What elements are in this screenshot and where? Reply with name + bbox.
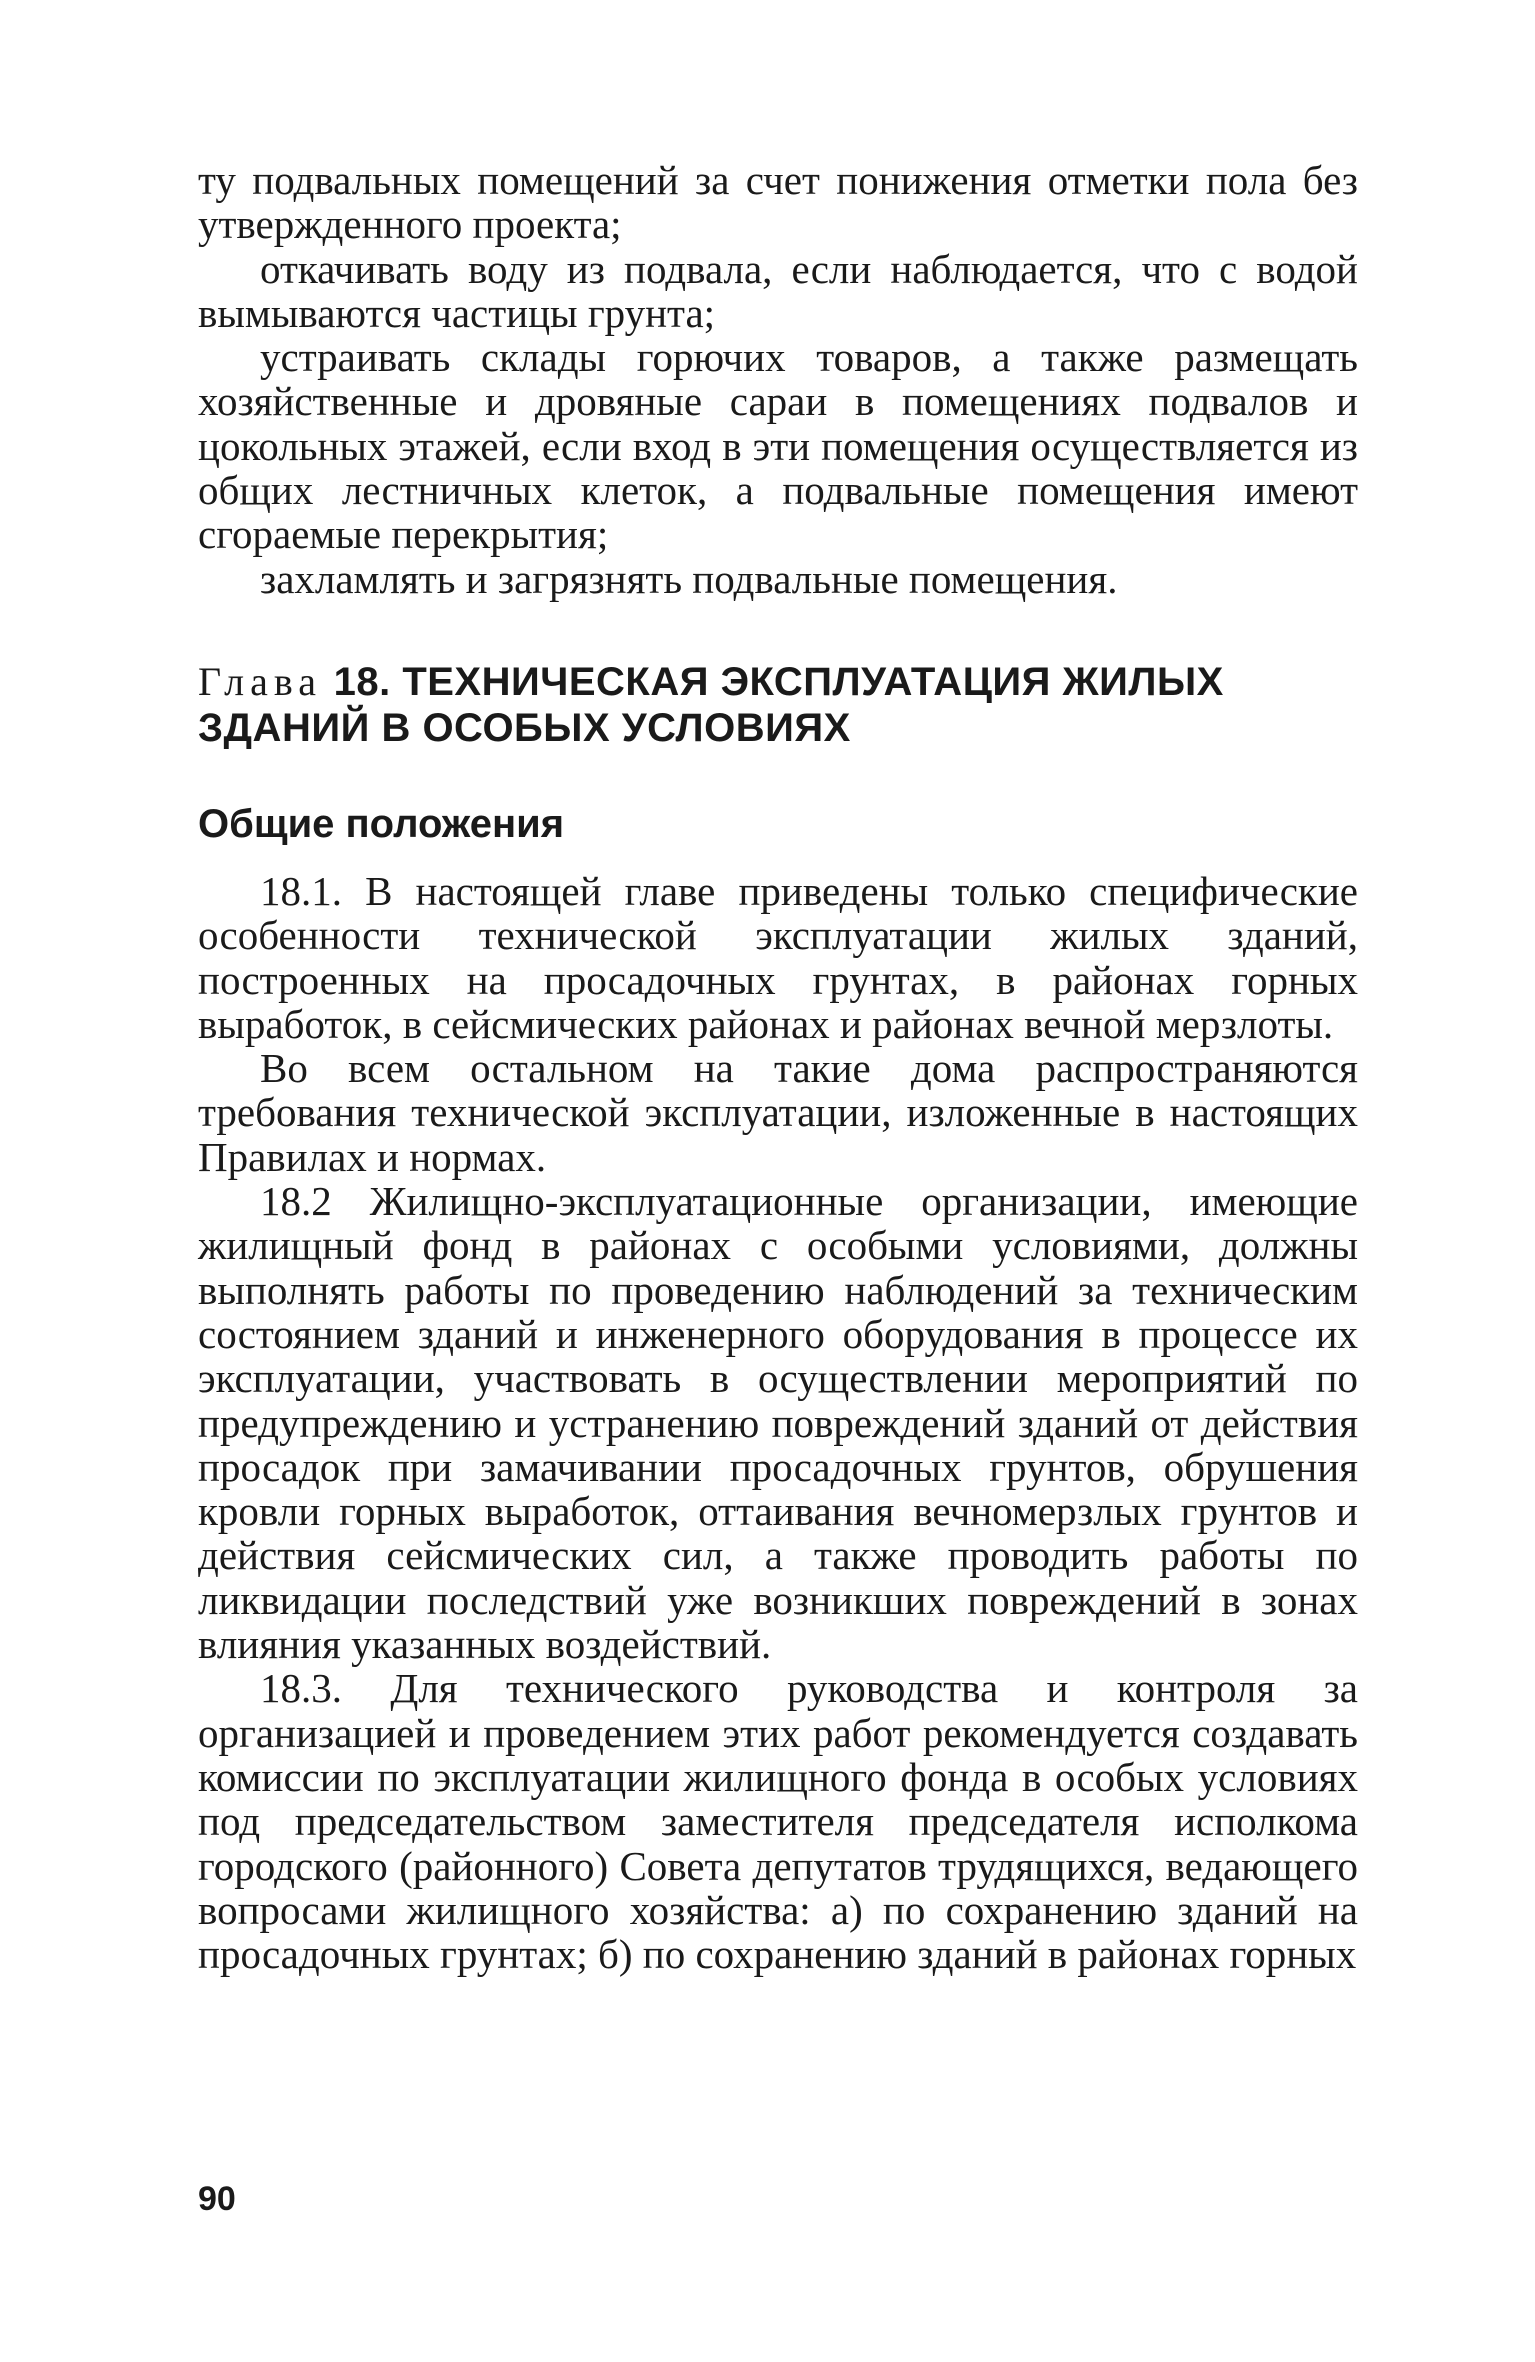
section-heading: Общие положения bbox=[198, 801, 565, 846]
chapter-title: ТЕХНИЧЕСКАЯ ЭКСПЛУАТАЦИЯ ЖИЛЫХ ЗДАНИЙ В ОСОБЫХ УСЛОВИЯХ bbox=[198, 659, 1224, 750]
paragraph-continuation-2: откачивать воду из подвала, если наблюдается, что с водой вымываются частицы грунта; bbox=[198, 245, 1358, 336]
chapter-heading bbox=[198, 659, 1358, 751]
paragraph-18-3: 18.3. Для технического руководства и контроля за организацией и проведением этих работ рекомендуется создавать комиссии по эксплуатации жилищного фонда в особых условиях под председательством заместителя председателя исполкома городского (районного) Совета депутатов трудящихся, ведающего вопросами жилищного хозяйства: а) по сохранению зданий на просадочных грунтах; б) по сохранению зданий в районах горных bbox=[198, 1665, 1358, 1978]
page-number: 90 bbox=[198, 2180, 236, 2218]
paragraph-18-1: 18.1. В настоящей главе приведены только специфические особенности технической эксплуатации жилых зданий, построенных на просадочных грунтах, в районах горных выработок, в сейсмических районах и районах вечной мерзлоты. bbox=[198, 867, 1358, 1047]
spacer bbox=[198, 601, 1358, 659]
paragraph-18-2: 18.2 Жилищно-эксплуатационные организации, имеющие жилищный фонд в районах с особыми условиями, должны выполнять работы по проведению наблюдений за техническим состоянием зданий и инженерного оборудования в процессе их эксплуатации, участвовать в осуществлении мероприятий по предупреждению и устранению повреждений зданий от действия просадок при замачивании просадочных грунтов, обрушения кровли горных выработок, оттаивания вечномерзлых грунтов и действия сейсмических сил, а также проводить работы по ликвидации последствий уже возникших повреждений в зонах влияния указанных воздействий. bbox=[198, 1178, 1358, 1668]
paragraph-continuation-3: устраивать склады горючих товаров, а также размещать хозяйственные и дровяные сараи в помещениях подвалов и цокольных этажей, если вход в эти помещения осуществляется из общих лестничных клеток, а подвальные помещения имеют сгораемые перекрытия; bbox=[198, 334, 1358, 558]
paragraph-continuation-1: ту подвальных помещений за счет понижения отметки пола без утвержденного проекта; bbox=[198, 157, 1358, 248]
paragraph-18-1-cont: Во всем остальном на такие дома распространяются требования технической эксплуатации, изложенные в настоящих Правилах и нормах. bbox=[198, 1045, 1358, 1180]
document-page bbox=[198, 158, 1358, 1976]
chapter-number: 18. bbox=[333, 659, 391, 704]
paragraph-continuation-4: захламлять и загрязнять подвальные помещения. bbox=[260, 555, 1118, 602]
chapter-label: Глава bbox=[198, 658, 322, 704]
